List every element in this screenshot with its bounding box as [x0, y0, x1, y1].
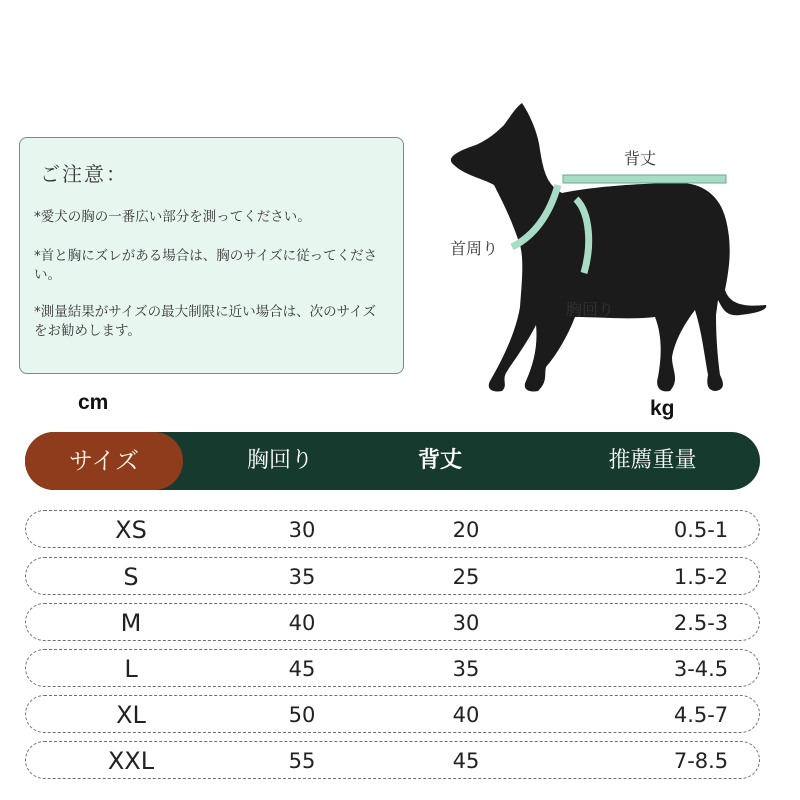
size-cell: L — [124, 655, 138, 683]
back-cell: 20 — [452, 518, 480, 542]
back-length-label: 背丈 — [624, 149, 657, 168]
header-back: 背丈 — [417, 448, 462, 473]
size-cell: XL — [116, 701, 146, 729]
table-row — [25, 603, 760, 641]
weight-cell: 4.5-7 — [673, 703, 729, 727]
table-row — [25, 741, 760, 779]
weight-cell: 0.5-1 — [673, 518, 729, 542]
dog-silhouette — [451, 103, 766, 392]
chest-cell: 40 — [288, 611, 316, 635]
weight-cell: 1.5-2 — [673, 565, 729, 589]
back-cell: 35 — [452, 657, 480, 681]
back-cell: 40 — [452, 703, 480, 727]
size-cell: M — [120, 609, 142, 637]
chest-cell: 30 — [288, 518, 316, 542]
notice-line-2: *首と胸にズレがある場合は、胸のサイズに従ってください。 — [34, 248, 378, 283]
size-cell: S — [123, 563, 139, 591]
size-cell: XXL — [107, 747, 155, 775]
notice-line-1: *愛犬の胸の一番広い部分を測ってください。 — [34, 209, 311, 225]
weight-cell: 3-4.5 — [673, 657, 729, 681]
weight-cell: 7-8.5 — [673, 749, 729, 773]
chest-cell: 55 — [288, 749, 316, 773]
table-row — [25, 510, 760, 548]
neck-girth-label: 首周り — [450, 239, 499, 258]
chest-cell: 45 — [288, 657, 316, 681]
back-cell: 25 — [452, 565, 480, 589]
notice-line-3: *測量結果がサイズの最大制限に近い場合は、次のサイズをお勧めします。 — [34, 304, 377, 339]
back-cell: 45 — [452, 749, 480, 773]
table-row — [25, 649, 760, 687]
table-row — [25, 557, 760, 595]
header-chest: 胸回り — [246, 448, 313, 473]
chest-cell: 50 — [288, 703, 316, 727]
weight-cell: 2.5-3 — [673, 611, 729, 635]
back-cell: 30 — [452, 611, 480, 635]
notice-box — [19, 137, 404, 374]
size-cell: XS — [115, 516, 147, 544]
notice-title: ご注意： — [40, 162, 128, 186]
back-tape — [563, 175, 726, 183]
header-weight: 推薦重量 — [608, 448, 697, 473]
unit-kg-label: kg — [650, 397, 675, 420]
unit-cm-label: cm — [78, 391, 109, 414]
chest-girth-label: 胸回り — [566, 300, 615, 319]
chest-cell: 35 — [288, 565, 316, 589]
header-size: サイズ — [25, 432, 183, 490]
table-row — [25, 695, 760, 733]
